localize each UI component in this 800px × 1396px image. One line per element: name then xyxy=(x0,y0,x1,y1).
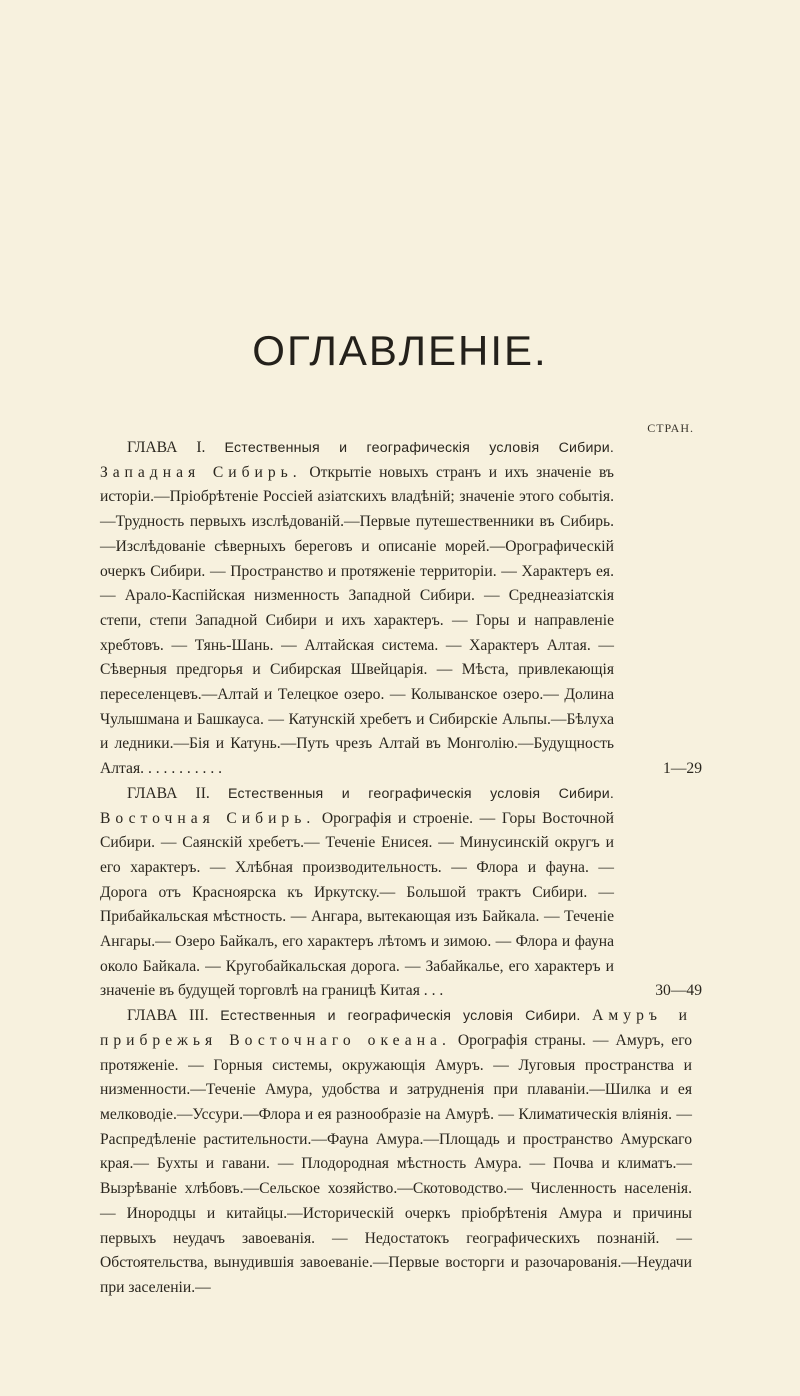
page-column-label: СТРАН. xyxy=(647,421,694,435)
chapter-region: Восточная Сибирь. xyxy=(100,809,316,827)
chapter-heading: Естественныя и географическія условія Сибири. xyxy=(227,785,614,802)
page-range: 1—29 xyxy=(663,760,702,778)
toc-entry-chapter-2 xyxy=(100,782,702,1004)
table-of-contents xyxy=(100,436,702,1301)
toc-entry-chapter-3 xyxy=(100,1004,692,1300)
toc-entry-chapter-1 xyxy=(100,436,702,782)
page-title: ОГЛАВЛЕНІЕ. xyxy=(252,327,548,374)
page-range: 30—49 xyxy=(655,982,702,1000)
chapter-summary: Орографія и строеніе. — Горы Восточной Сибири. — Саянскій хребетъ.— Теченіе Енисея. — Минусинскій округъ и его характеръ. — Хлѣбная производительность. — Флора и фауна. — Дорога отъ Красноярска къ Иркутску.— Большой трактъ Сибири. — Прибайкальская мѣстность. — Ангара, вытекающая изъ Байкала. — Теченіе Ангары.— Озеро Байкалъ, его характеръ лѣтомъ и зимою. — Флора и фауна около Байкала. — Кругобайкальская дорога. — Забайкалье, его характеръ и значеніе въ будущей торговлѣ на границѣ Китая . . . xyxy=(100,809,614,1000)
chapter-region: Западная Сибирь. xyxy=(100,463,302,481)
chapter-number: ГЛАВА II. xyxy=(127,784,210,802)
chapter-number: ГЛАВА I. xyxy=(127,439,206,456)
chapter-summary: Открытіе новыхъ странъ и ихъ значеніе въ исторіи.—Пріобрѣтеніе Россіей азіатскихъ владѣній; значеніе этого событія.—Трудность первыхъ изслѣдованій.—Первые путешественники въ Сибирь.—Изслѣдованіе сѣверныхъ береговъ и описаніе морей.—Орографическій очеркъ Сибири. — Пространство и протяженіе территоріи. — Характеръ ея. — Арало-Каспійская низменность Западной Сибири. — Среднеазіатскія степи, степи Западной Сибири и ихъ характеръ. — Горы и направленіе хребтовъ. — Тянь-Шань. — Алтайская система. — Характеръ Алтая. — Сѣверныя предгорья и Сибирская Швейцарія. — Мѣста, привлекающія переселенцевъ.—Алтай и Телецкое озеро. — Колыванское озеро.— Долина Чулышмана и Башкауса. — Катунскій хребетъ и Сибирскіе Альпы.—Бѣлуха и ледники.—Бія и Катунь.—Путь чрезъ Алтай въ Монголію.—Будущность Алтая. . . . . . . . . . . xyxy=(100,463,614,778)
chapter-heading: Естественныя и географическія условія Сибири. xyxy=(224,440,614,456)
chapter-summary: Орографія страны. — Амуръ, его протяженіе. — Горныя системы, окружающія Амуръ. — Луговыя пространства и низменности.—Теченіе Амура, удобства и затрудненія при плаваніи.—Шилка и ея мелководіе.—Уссури.—Флора и ея разнообразіе на Амурѣ. — Климатическія вліянія. — Распредѣленіе растительности.—Фауна Амура.—Площадь и пространство Амурскаго края.— Бухты и гавани. — Плодородная мѣстность Амура. — Почва и климатъ.—Вызрѣваніе хлѣбовъ.—Сельское хозяйство.—Скотоводство.— Численность населенія.— Инородцы и китайцы.—Историческій очеркъ пріобрѣтенія Амура и причины первыхъ неудачъ завоеванія. — Недостатокъ географическихъ познаній. — Обстоятельства, вынудившія завоеваніе.—Первые восторги и разочарованія.—Неудачи при заселеніи.— xyxy=(100,1031,692,1296)
chapter-number: ГЛАВА III. xyxy=(127,1007,209,1025)
chapter-region: Амуръ и прибрежья Восточнаго океана. xyxy=(100,1007,692,1049)
chapter-heading: Естественныя и географическія условія Сибири. xyxy=(220,1008,581,1025)
